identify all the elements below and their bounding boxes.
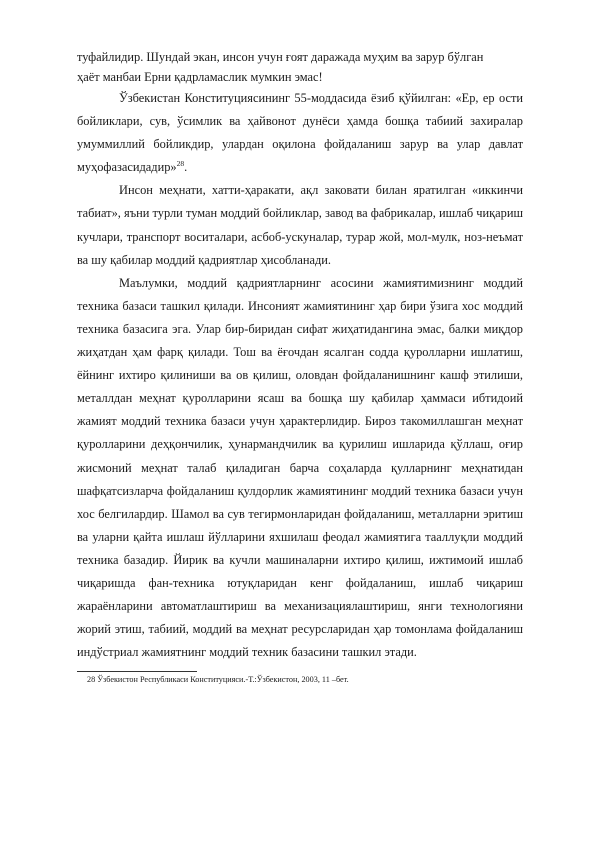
paragraph-line: ҳаёт манбаи Ерни қадрламаслик мумкин эмас! xyxy=(77,70,323,84)
footnote-divider xyxy=(77,671,197,672)
footnote-reference[interactable]: 28 xyxy=(176,159,185,169)
paragraph-line: туфайлидир. Шундай экан, инсон учун ғоят даражада муҳим ва зарур бўлган xyxy=(77,50,484,64)
footnote: 28 Ўзбекистон Республикаси Конституцияси.-Т.:Ўзбекистон, 2003, 11 –бет. xyxy=(87,675,349,685)
document-page xyxy=(77,47,523,686)
paragraph-second-nature: Инсон меҳнати, хатти-ҳаракати, ақл заковати билан яратилган «иккинчи табиат», яъни турли туман моддий бойликлар, завод ва фабрикалар, ишлаб чиқариш кучлари, транспорт воситалари, асбоб-ускуналар, турар жой, мол-мулк, ноз-неъмат ва шу қабилар моддий қадриятлар ҳисобланади. xyxy=(77,183,523,267)
paragraph-text: Ўзбекистан Конституциясининг 55-моддасида ёзиб қўйилган: «Ер, ер ости бойликлари, сув, ўсимлик ва ҳайвонот дунёси ҳамда бошқа табиий захиралар умуммиллий бойликдир, улардан оқилона фойдаланиш зарур ва улар давлат муҳофазасидадир» xyxy=(77,91,523,175)
paragraph-continuation xyxy=(77,47,523,87)
paragraph-constitution-quote xyxy=(77,87,523,179)
paragraph-end: . xyxy=(184,160,188,175)
paragraph-material-base: Маълумки, моддий қадриятларнинг асосини жамиятимизнинг моддий техника базаси ташкил қилади. Инсоният жамиятининг ҳар бири ўзига хос моддий техника базасига эга. Улар бир-биридан сифат жиҳатидангина эмас, балки миқдор жиҳатдан ҳам фарқ қилади. Тош ва ёғочдан ясалган содда қуролларни ишлатиш, ёйнинг ихтиро қилиниши ва ов қилиш, оловдан фойдаланишнинг кашф этилиши, металлдан меҳнат қуролларини ясаш ва бошқа шу қабилар ҳаммаси ибтидоий жамият моддий техника базаси учун ҳарактерлидир. Бироз такомиллашган меҳнат қуролларини деҳқончилик, ҳунармандчилик ва қурилиш ишларида қўллаш, оғир жисмоний меҳнат талаб қиладиган барча соҳаларда қулларнинг меҳнатидан шафқатсизларча фойдаланиш қулдорлик жамиятининг моддий техника базаси учун хос белгилардир. Шамол ва сув тегирмонларидан фойдаланиш, металларни эритиш ва уларни қайта ишлаш йўлларини яхшилаш феодал жамиятига тааллуқли моддий техника базадир. Йирик ва кучли машиналарни ихтиро қилиш, ижтимоий ишлаб чиқаришда фан-техника ютуқларидан кенг фойдаланиш, ишлаб чиқариш жараёнларини автоматлаштириш ва механизациялаштириш, янги технологияни жорий этиш, табиий, моддий ва меҳнат ресурсларидан ҳар томонлама фойдаланиш индўстриал жамиятнинг моддий техник базасини ташкил этади. xyxy=(77,275,523,660)
